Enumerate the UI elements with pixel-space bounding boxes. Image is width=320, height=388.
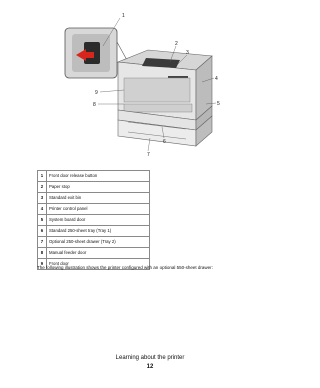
- callout-legend-table: [37, 170, 150, 270]
- legend-number: 6: [38, 226, 47, 237]
- legend-label: Front door release button: [47, 171, 150, 182]
- legend-label: Standard 250-sheet tray (Tray 1): [47, 226, 150, 237]
- legend-row: [38, 204, 150, 215]
- callout-4: 4: [215, 76, 218, 82]
- page-number: 12: [146, 364, 154, 370]
- legend-number: 3: [38, 193, 47, 204]
- legend-row: [38, 226, 150, 237]
- legend-label: System board door: [47, 215, 150, 226]
- legend-label: Paper stop: [47, 182, 150, 193]
- callout-7: 7: [147, 152, 150, 158]
- callout-9: 9: [95, 90, 98, 96]
- callout-2: 2: [175, 41, 178, 47]
- legend-label: Manual feeder door: [47, 248, 150, 259]
- callout-8: 8: [93, 102, 96, 108]
- illustration-caption: The following illustration shows the printer configured with an optional 550-sheet drawer:: [37, 265, 213, 270]
- legend-number: 9: [38, 259, 47, 270]
- legend-label: Optional 250-sheet drawer (Tray 2): [47, 237, 150, 248]
- callout-5: 5: [217, 101, 220, 107]
- printer-body: [118, 50, 212, 146]
- footer-section-title: Learning about the printer: [115, 355, 185, 361]
- legend-number: 7: [38, 237, 47, 248]
- legend-label: Standard exit bin: [47, 193, 150, 204]
- legend-number: 2: [38, 182, 47, 193]
- legend-number: 5: [38, 215, 47, 226]
- legend-label: Front door: [47, 259, 150, 270]
- legend-row: [38, 215, 150, 226]
- legend-row: [38, 237, 150, 248]
- legend-number: 8: [38, 248, 47, 259]
- legend-row: [38, 248, 150, 259]
- legend-row: [38, 171, 150, 182]
- legend-row: [38, 182, 150, 193]
- legend-label: Printer control panel: [47, 204, 150, 215]
- legend-number: 4: [38, 204, 47, 215]
- printer-illustration: [0, 0, 300, 165]
- callout-6: 6: [163, 139, 166, 145]
- legend-number: 1: [38, 171, 47, 182]
- callout-3: 3: [186, 50, 189, 56]
- legend-body: [38, 171, 150, 270]
- legend-row: [38, 193, 150, 204]
- callout-1: 1: [122, 13, 125, 19]
